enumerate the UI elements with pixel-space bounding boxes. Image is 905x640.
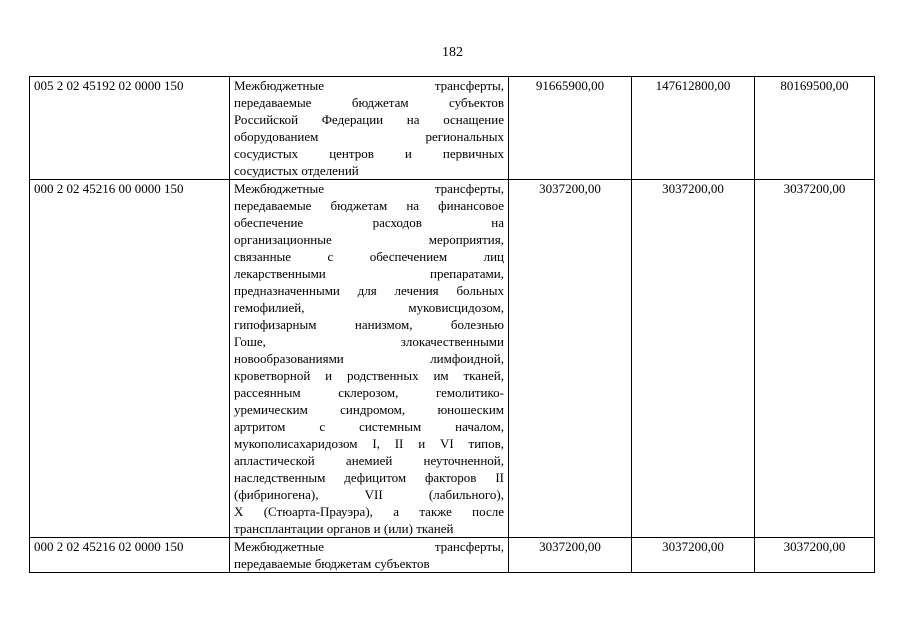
description-line: гипофизарным нанизмом, болезнью [234,317,504,332]
table-row [30,538,875,573]
description-line: X (Стюарта-Прауэра), а также после [234,504,504,519]
amount-cell-1: 3037200,00 [509,180,632,538]
description-line: трансплантации органов и (или) тканей [234,521,454,536]
description-line: Межбюджетные трансферты, [234,181,504,196]
amount-cell-1: 91665900,00 [509,77,632,180]
amount-cell-3: 80169500,00 [755,77,875,180]
description-line: оборудованием региональных [234,129,504,144]
description-cell [230,77,509,180]
description-cell [230,180,509,538]
amount-cell-3: 3037200,00 [755,538,875,573]
description-line: наследственным дефицитом факторов II [234,470,504,485]
description-line: Межбюджетные трансферты, [234,539,504,554]
table-row [30,77,875,180]
description-line: организационные мероприятия, [234,232,504,247]
description-line: Межбюджетные трансферты, [234,78,504,93]
description-line: кроветворной и родственных им тканей, [234,368,504,383]
budget-table-body [30,77,875,573]
description-line: апластической анемией неуточненной, [234,453,504,468]
budget-code-cell: 000 2 02 45216 02 0000 150 [30,538,230,573]
description-line: предназначенными для лечения больных [234,283,504,298]
description-line: рассеянным склерозом, гемолитико- [234,385,504,400]
description-line: обеспечение расходов на [234,215,504,230]
description-line: связанные с обеспечением лиц [234,249,504,264]
amount-cell-2: 3037200,00 [632,538,755,573]
description-line: передаваемые бюджетам субъектов [234,95,504,110]
amount-cell-2: 3037200,00 [632,180,755,538]
description-line: передаваемые бюджетам субъектов [234,556,430,571]
description-line: сосудистых отделений [234,163,359,178]
amount-cell-1: 3037200,00 [509,538,632,573]
amount-cell-3: 3037200,00 [755,180,875,538]
description-line: Гоше, злокачественными [234,334,504,349]
page-number: 182 [442,45,463,60]
table-row [30,180,875,538]
budget-code-cell: 005 2 02 45192 02 0000 150 [30,77,230,180]
amount-cell-2: 147612800,00 [632,77,755,180]
description-line: новообразованиями лимфоидной, [234,351,504,366]
description-line: сосудистых центров и первичных [234,146,504,161]
budget-table [29,76,875,573]
description-line: передаваемые бюджетам на финансовое [234,198,504,213]
description-line: мукополисахаридозом I, II и VI типов, [234,436,504,451]
description-line: (фибриногена), VII (лабильного), [234,487,504,502]
description-line: лекарственными препаратами, [234,266,504,281]
description-line: уремическим синдромом, юношеским [234,402,504,417]
description-cell [230,538,509,573]
budget-code-cell: 000 2 02 45216 00 0000 150 [30,180,230,538]
description-line: артритом с системным началом, [234,419,504,434]
description-line: Российской Федерации на оснащение [234,112,504,127]
description-line: гемофилией, муковисцидозом, [234,300,504,315]
